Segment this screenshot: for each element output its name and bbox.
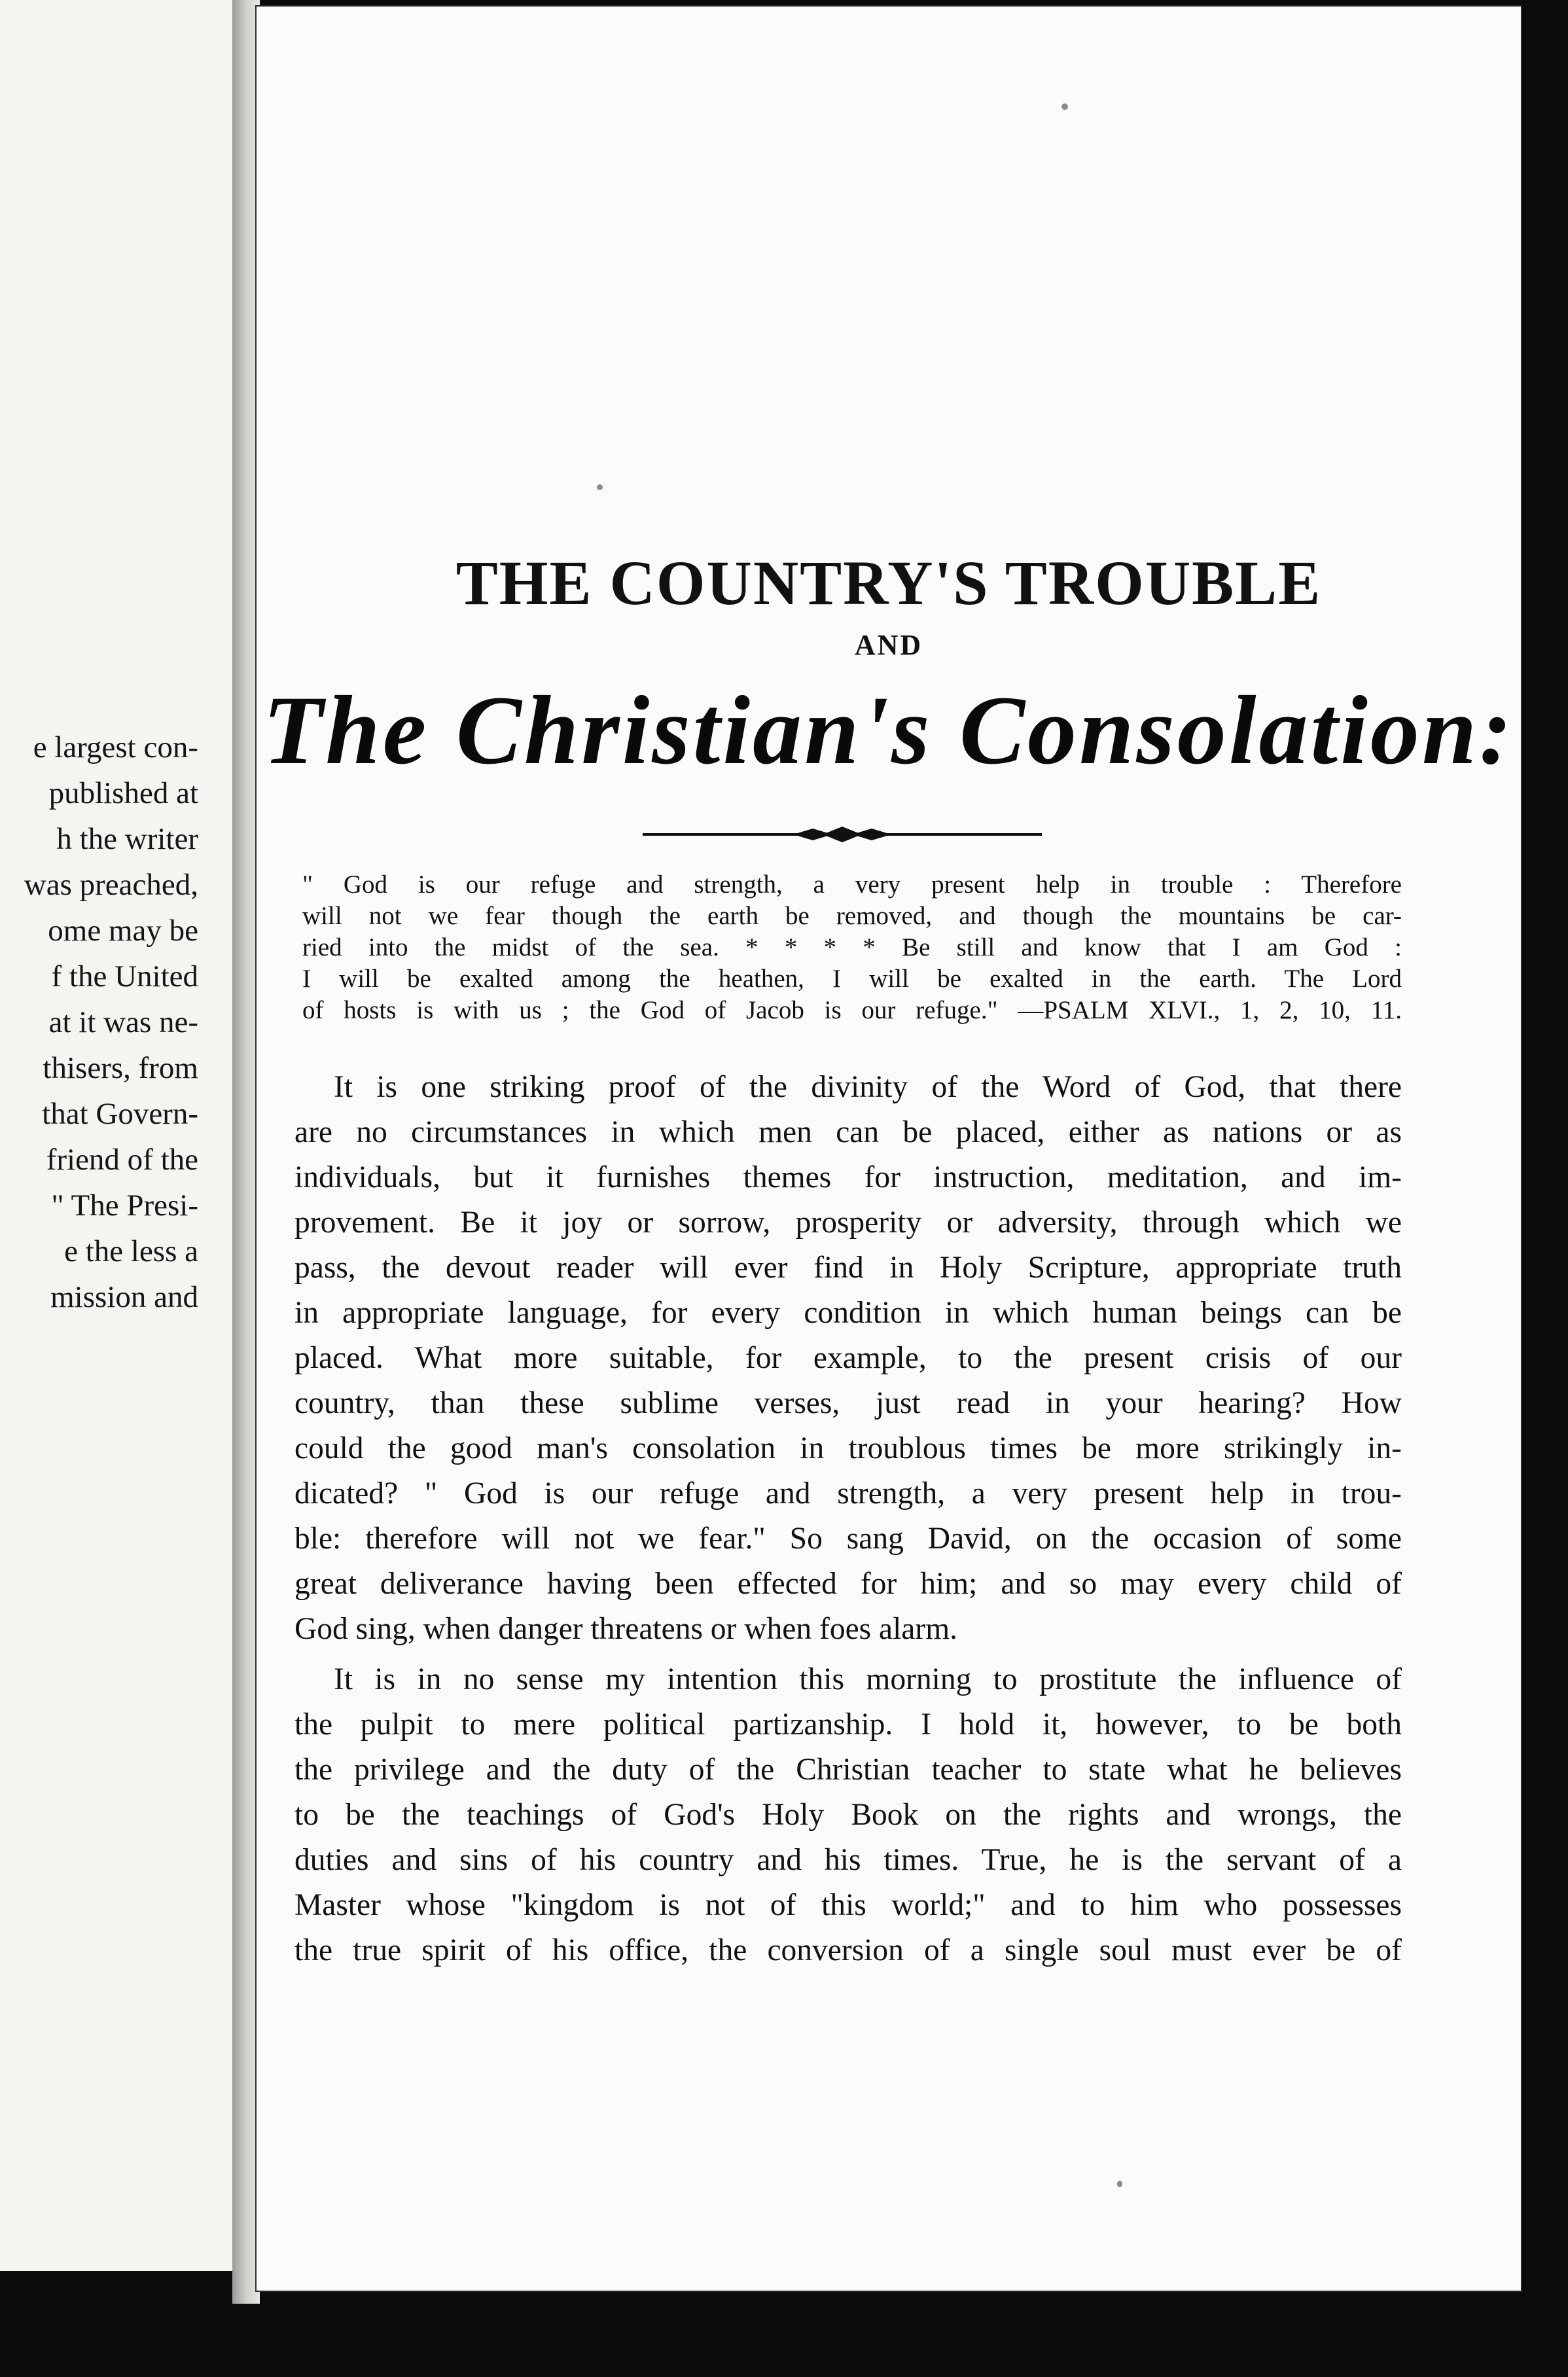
facing-page-line: h the writer [56, 822, 198, 856]
paragraph-line: country, than these sublime verses, just read in your hearing? How [294, 1386, 1402, 1420]
paragraph-line: pass, the devout reader will ever find in Holy Scripture, appropriate truth [294, 1251, 1402, 1285]
paragraph-line: God sing, when danger threatens or when foes alarm. [294, 1612, 958, 1646]
paragraph-line: Master whose "kingdom is not of this world;" and to him who possesses [294, 1888, 1402, 1922]
ornamental-rule [643, 821, 1042, 848]
facing-page-line: at it was ne- [48, 1005, 198, 1039]
epigraph-line: I will be exalted among the heathen, I will be exalted in the earth. The Lord [302, 965, 1402, 993]
facing-page-line: ome may be [48, 914, 198, 948]
facing-page-line: e largest con- [33, 730, 198, 764]
epigraph-line: ried into the midst of the sea. * * * * Be still and know that I am God : [302, 933, 1402, 961]
epigraph-line: will not we fear though the earth be removed, and though the mountains be car- [302, 902, 1402, 930]
paper-speck [597, 484, 603, 490]
paragraph-line: are no circumstances in which men can be placed, either as nations or as [294, 1115, 1402, 1149]
paragraph-line: could the good man's consolation in troublous times be more strikingly in- [294, 1431, 1402, 1465]
epigraph [302, 869, 1402, 1026]
facing-page-line: that Govern- [42, 1097, 198, 1131]
paper-speck [1117, 2181, 1122, 2187]
facing-page-line: was preached, [24, 868, 198, 902]
body-text [294, 1065, 1402, 1973]
paragraph-line: great deliverance having been effected for him; and so may every child of [294, 1567, 1402, 1601]
epigraph-line: " God is our refuge and strength, a very present help in trouble : Therefore [302, 870, 1402, 899]
paper-speck [1061, 103, 1068, 110]
facing-page-line: friend of the [46, 1143, 198, 1177]
paragraph-line: It is one striking proof of the divinity of the Word of God, that there [334, 1070, 1402, 1104]
paragraph-line: dicated? " God is our refuge and strength, a very present help in trou- [294, 1476, 1402, 1510]
paragraph-line: duties and sins of his country and his times. True, he is the servant of a [294, 1843, 1402, 1877]
page [257, 7, 1521, 2291]
facing-page-line: " The Presi- [51, 1188, 198, 1223]
facing-page-line: f the United [51, 959, 198, 993]
book-gutter [232, 0, 260, 2304]
paragraph-line: individuals, but it furnishes themes for instruction, meditation, and im- [294, 1160, 1402, 1194]
paragraph-line: placed. What more suitable, for example, to the present crisis of our [294, 1341, 1402, 1375]
paragraph-line: It is in no sense my intention this morning to prostitute the influence of [334, 1662, 1402, 1696]
facing-page-line: published at [48, 776, 198, 810]
paragraph-line: to be the teachings of God's Holy Book on the rights and wrongs, the [294, 1798, 1402, 1832]
facing-page-line: thisers, from [43, 1051, 198, 1085]
paragraph-line: the true spirit of his office, the conversion of a single soul must ever be of [294, 1933, 1402, 1967]
title-conjunction: AND [854, 629, 923, 661]
paragraph-line: in appropriate language, for every condition in which human beings can be [294, 1296, 1402, 1330]
epigraph-line: of hosts is with us ; the God of Jacob is our refuge." —PSALM XLVI., 1, 2, 10, 11. [302, 996, 1402, 1024]
facing-page-line: mission and [50, 1280, 198, 1314]
title-line-1: THE COUNTRY'S TROUBLE [455, 548, 1322, 618]
facing-page-fragment [0, 0, 239, 2271]
paragraph-line: the privilege and the duty of the Christian teacher to state what he believes [294, 1753, 1402, 1787]
facing-page-line: e the less a [64, 1234, 198, 1268]
paragraph-line: ble: therefore will not we fear." So sang David, on the occasion of some [294, 1522, 1402, 1556]
paragraph-line: the pulpit to mere political partizanship. I hold it, however, to be both [294, 1707, 1402, 1742]
paragraph-line: provement. Be it joy or sorrow, prosperity or adversity, through which we [294, 1206, 1402, 1240]
title-line-2: The Christian's Consolation: [262, 676, 1515, 785]
